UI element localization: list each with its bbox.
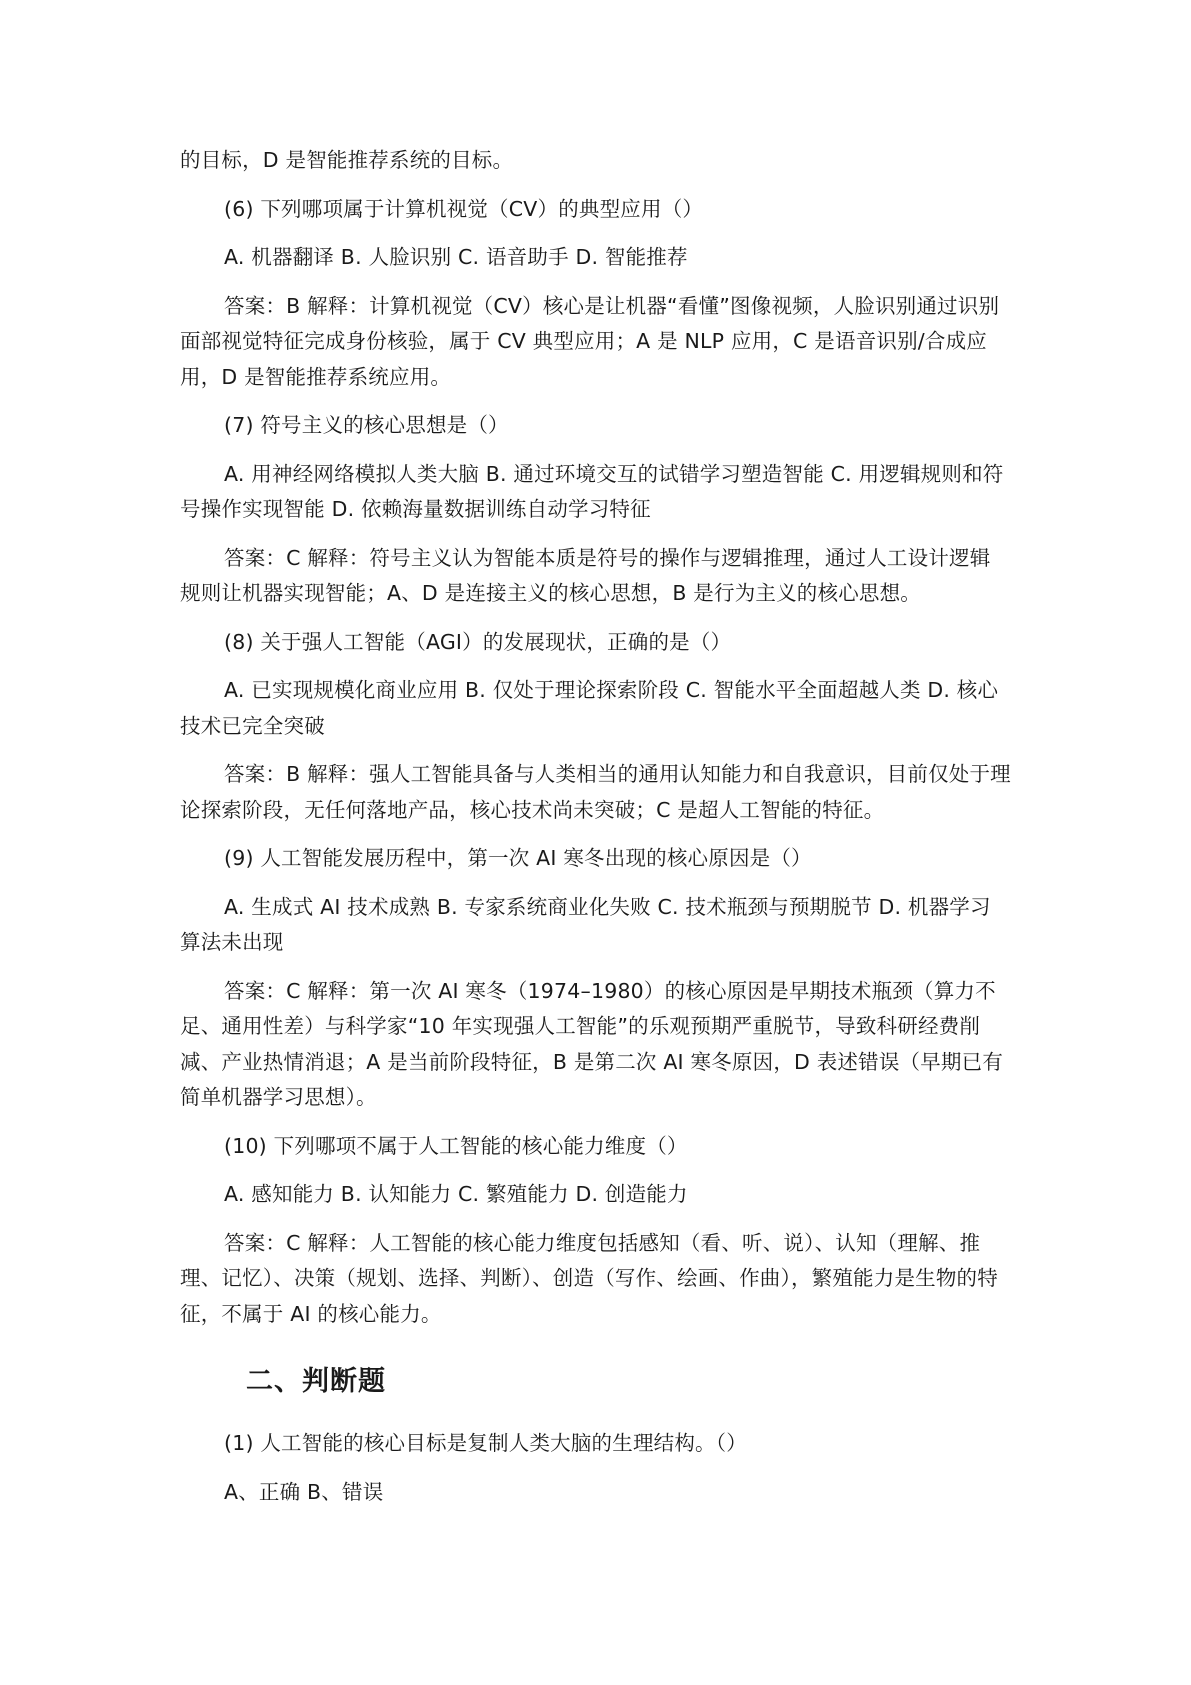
question-10: (10) 下列哪项不属于人工智能的核心能力维度（） — [224, 1133, 688, 1158]
tf-question-1-options: A、正确 B、错误 — [224, 1479, 384, 1504]
question-10-answer: 答案：C 解释：人工智能的核心能力维度包括感知（看、听、说）、认知（理解、推理、记忆）、决策（规划、选择、判断）、创造（写作、绘画、作曲），繁殖能力是生物的特征，不属于 AI 的核心能力。 — [180, 1230, 998, 1326]
question-8: (8) 关于强人工智能（AGI）的发展现状，正确的是（） — [224, 629, 732, 654]
tf-question-1: (1) 人工智能的核心目标是复制人类大脑的生理结构。（） — [224, 1431, 747, 1455]
question-7-options: A. 用神经网络模拟人类大脑 B. 通过环境交互的试错学习塑造智能 C. 用逻辑规则和符号操作实现智能 D. 依赖海量数据训练自动学习特征 — [180, 461, 1004, 521]
question-9: (9) 人工智能发展历程中，第一次 AI 寒冬出现的核心原因是（） — [224, 846, 812, 870]
question-8-options: A. 已实现规模化商业应用 B. 仅处于理论探索阶段 C. 智能水平全面超越人类 D. 核心技术已完全突破 — [180, 678, 999, 738]
continuation-text: 的目标，D 是智能推荐系统的目标。 — [180, 148, 514, 172]
section-title-true-false: 二、判断题 — [246, 1366, 386, 1397]
question-9-options: A. 生成式 AI 技术成熟 B. 专家系统商业化失败 C. 技术瓶颈与预期脱节 D. 机器学习算法未出现 — [180, 894, 991, 954]
question-10-options: A. 感知能力 B. 认知能力 C. 繁殖能力 D. 创造能力 — [224, 1182, 688, 1206]
question-8-answer: 答案：B 解释：强人工智能具备与人类相当的通用认知能力和自我意识，目前仅处于理论探索阶段，无任何落地产品，核心技术尚未突破；C 是超人工智能的特征。 — [180, 762, 1011, 822]
question-7-answer: 答案：C 解释：符号主义认为智能本质是符号的操作与逻辑推理，通过人工设计逻辑规则让机器实现智能；A、D 是连接主义的核心思想，B 是行为主义的核心思想。 — [180, 545, 991, 605]
question-9-answer: 答案：C 解释：第一次 AI 寒冬（1974–1980）的核心原因是早期技术瓶颈（算力不足、通用性差）与科学家“10 年实现强人工智能”的乐观预期严重脱节，导致科研经费削减、产业热情消退；A 是当前阶段特征，B 是第二次 AI 寒冬原因，D 表述错误（早期已有简单机器学习思想）。 — [180, 978, 1004, 1109]
question-6-options: A. 机器翻译 B. 人脸识别 C. 语音助手 D. 智能推荐 — [224, 245, 688, 269]
question-6: (6) 下列哪项属于计算机视觉（CV）的典型应用（） — [224, 196, 704, 221]
question-6-answer: 答案：B 解释：计算机视觉（CV）核心是让机器“看懂”图像视频，人脸识别通过识别面部视觉特征完成身份核验，属于 CV 典型应用；A 是 NLP 应用，C 是语音识别/合成应用，D 是智能推荐系统应用。 — [180, 293, 1000, 389]
question-7: (7) 符号主义的核心思想是（） — [224, 413, 509, 437]
